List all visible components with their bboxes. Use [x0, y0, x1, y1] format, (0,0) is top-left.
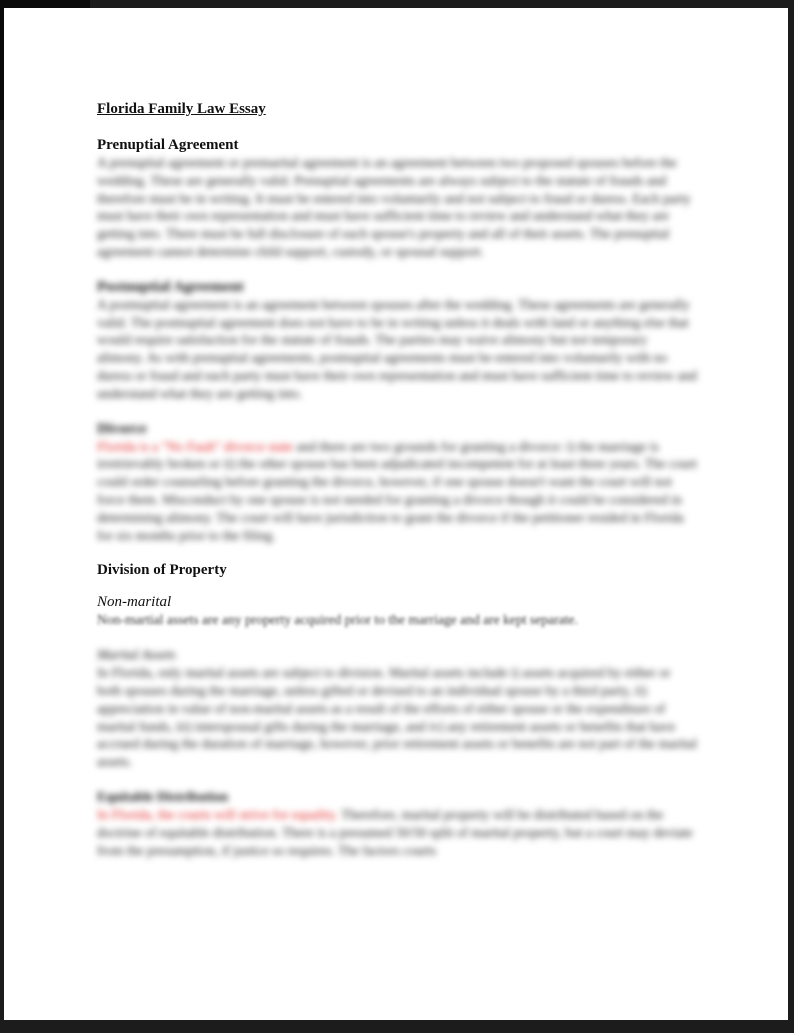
section-divorce: [97, 420, 697, 545]
document-title: Florida Family Law Essay: [97, 101, 266, 117]
equitable-highlight: In Florida, the courts will strive for equality.: [97, 806, 339, 822]
non-marital-paragraph: Non-martial assets are any property acquired prior to the marriage and are kept separate.: [97, 612, 578, 628]
section-prenuptial: [97, 136, 697, 261]
marital-assets-heading: Marital Assets: [97, 647, 176, 663]
marital-assets-paragraph: In Florida, only marital assets are subject to division. Marital assets include i) assets acquired by either or both spouses during the marriage, unless gifted or devised to an individual spouse by a third party, ii) appreciation in value of non-marital assets as a result of the efforts of either spouse or the expenditure of marital funds, iii) interspousal gifts during the marriage, and iv) any retirement assets or benefits that have accrued during the duration of marriage, however, prior retirement assets or benefits are not part of the marital assets.: [97, 665, 697, 770]
equitable-heading: Equitable Distribution: [97, 788, 229, 804]
prenuptial-paragraph: A prenuptial agreement or premarital agreement is an agreement between two proposed spouses before the wedding. These are generally valid. Prenuptial agreements are always subject to the statute of frauds and therefore must be in writing. It must be entered into voluntarily and not subject to fraud or duress. Each party must have their own representation and must have sufficient time to review and understand what they are getting into. There must be full disclosure of each spouse's property and all of their assets. The prenuptial agreement cannot determine child support, custody, or spousal support.: [97, 155, 691, 259]
divorce-paragraph: [97, 438, 697, 545]
section-equitable-distribution: [97, 788, 697, 859]
section-postnuptial: [97, 278, 697, 403]
postnuptial-heading: Postnuptial Agreement: [97, 278, 244, 295]
divorce-heading: Divorce: [97, 420, 147, 437]
non-marital-heading: Non-marital: [97, 594, 172, 611]
section-marital-assets: [97, 646, 697, 771]
prenuptial-heading: Prenuptial Agreement: [97, 137, 239, 153]
equitable-paragraph: [97, 806, 697, 859]
document-page: [4, 8, 788, 1020]
division-heading: Division of Property: [97, 562, 227, 579]
divorce-highlight: Florida is a "No Fault" divorce state: [97, 438, 294, 454]
section-division: [97, 561, 697, 629]
equitable-text: Therefore, marital property will be distributed based on the doctrine of equitable distribution. There is a presumed 50/50 split of marital property, but a court may deviate from the presumption, if justice so requires. The factors courts: [97, 806, 693, 858]
document-content: [97, 100, 697, 876]
postnuptial-paragraph: A postnuptial agreement is an agreement between spouses after the wedding. These agreements are generally valid. The postnuptial agreement does not have to be in writing unless it deals with land or anything else that would require satisfaction for the statute of frauds. The parties may waive alimony but not temporary alimony. As with prenuptial agreements, postnuptial agreements must be entered into voluntarily with no duress or fraud and each party must have their own representation and must have sufficient time to review and understand what they are getting into.: [97, 296, 697, 401]
divorce-text: and there are two grounds for granting a divorce: i) the marriage is irretrievably broken or ii) the other spouse has been adjudicated incompetent for at least three years. The court could order counseling before granting the divorce, however, if one spouse doesn't want the court will not force them. Misconduct by one spouse is not needed for granting a divorce though it could be considered in determining alimony. The court will have jurisdiction to grant the divorce if the petitioner resided in Florida for six months prior to the filing.: [97, 438, 697, 543]
